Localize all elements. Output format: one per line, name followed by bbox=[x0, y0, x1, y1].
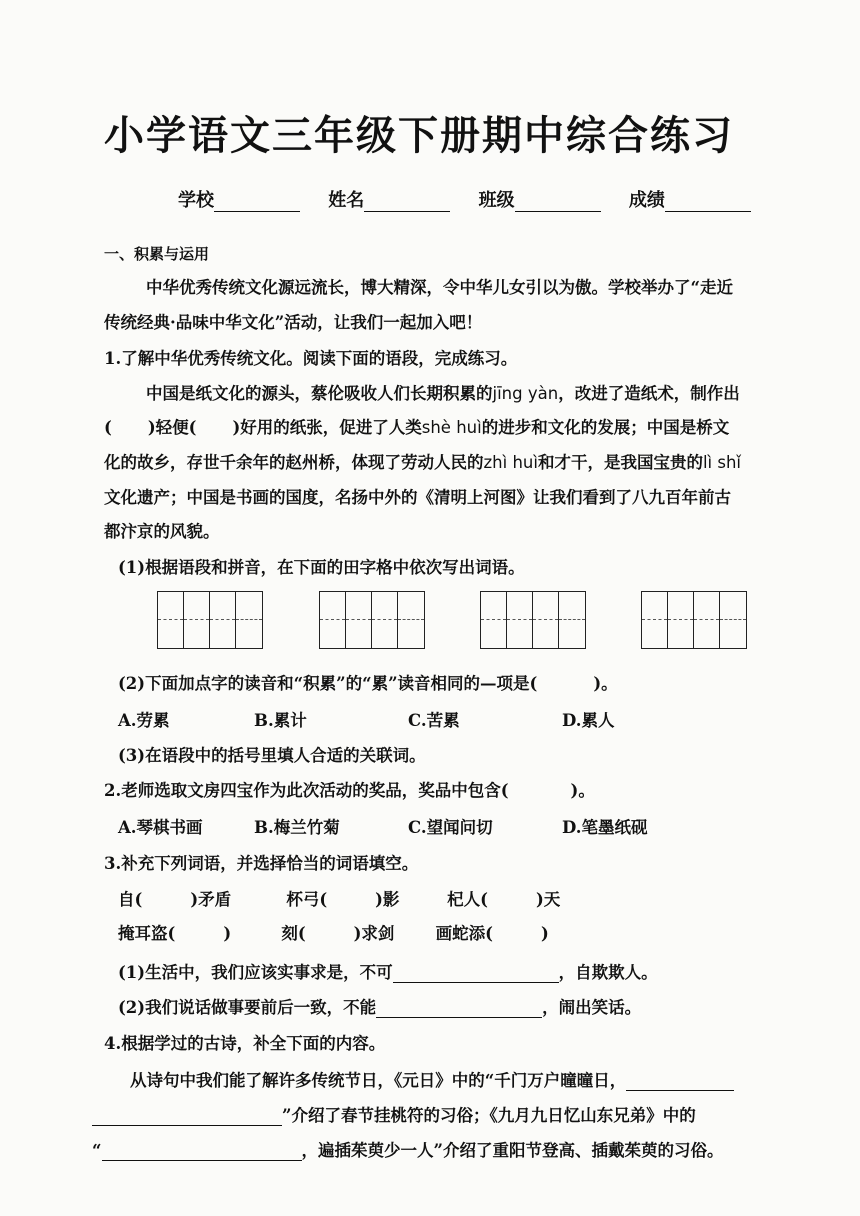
q2-end: )。 bbox=[570, 781, 595, 800]
class-blank[interactable] bbox=[515, 193, 601, 212]
idiom-text: )矛盾 bbox=[190, 890, 232, 909]
passage-line-4: 文化遗产；中国是书画的国度，名扬中外的《清明上河图》让我们看到了八九百年前古 bbox=[104, 488, 731, 507]
grid-cell[interactable] bbox=[481, 592, 507, 648]
q4-prompt: 4.根据学过的古诗，补全下面的内容。 bbox=[104, 1034, 386, 1053]
grid-cell[interactable] bbox=[507, 592, 533, 648]
pinyin-shehui: shè huì bbox=[421, 418, 482, 437]
intro-line-2: 传统经典·品味中华文化”活动，让我们一起加入吧！ bbox=[104, 313, 483, 332]
idiom-text: 掩耳盗( bbox=[118, 924, 176, 943]
q4-text: 从诗句中我们能了解许多传统节日，《元日》中的“千门万户曈曈日， bbox=[130, 1071, 627, 1090]
q1-sub2-text: (2)下面加点字的读音和“积累”的“累”读音相同的—项是( bbox=[118, 674, 538, 693]
idiom-text: 刻( bbox=[281, 924, 306, 943]
grid-cell[interactable] bbox=[694, 592, 720, 648]
school-blank[interactable] bbox=[214, 193, 300, 212]
q3-s1-text: (1)生活中，我们应该实事求是，不可 bbox=[118, 963, 393, 982]
name-field bbox=[328, 186, 450, 212]
grid-cell[interactable] bbox=[184, 592, 210, 648]
idiom-text: ) bbox=[540, 924, 549, 943]
q2-options bbox=[118, 814, 647, 838]
school-field bbox=[178, 186, 300, 212]
score-blank[interactable] bbox=[665, 193, 751, 212]
q1-sub3: (3)在语段中的括号里填人合适的关联词。 bbox=[118, 746, 426, 765]
passage-text: )轻便( bbox=[147, 418, 197, 437]
q4-open-quote: “ bbox=[92, 1141, 102, 1160]
grid-cell[interactable] bbox=[642, 592, 668, 648]
q1-sub2-options bbox=[118, 707, 614, 731]
option-a[interactable]: A.劳累 bbox=[118, 711, 170, 730]
q1-prompt: 1.了解中华优秀传统文化。阅读下面的语段，完成练习。 bbox=[104, 349, 518, 368]
q3-s2-blank[interactable] bbox=[376, 1000, 542, 1018]
passage-line-2 bbox=[104, 414, 729, 438]
tianzige-grid-3[interactable] bbox=[480, 591, 586, 649]
q3-s1-end: ，自欺欺人。 bbox=[558, 963, 658, 982]
q4-line-3 bbox=[92, 1137, 724, 1161]
q4-line-1 bbox=[130, 1067, 734, 1091]
passage-text: 和才干，是我国宝贵的 bbox=[537, 453, 703, 472]
open-paren: ( bbox=[104, 418, 112, 437]
idiom-text: )天 bbox=[535, 890, 561, 909]
q4-blank-1a[interactable] bbox=[626, 1073, 734, 1091]
pinyin-jingyan: jīng yàn bbox=[492, 384, 559, 403]
passage-line-3 bbox=[104, 449, 741, 473]
score-field bbox=[629, 186, 751, 212]
idiom-text: 杯弓( bbox=[286, 890, 328, 909]
tianzige-grid-4[interactable] bbox=[641, 591, 747, 649]
tianzige-grid-2[interactable] bbox=[319, 591, 425, 649]
grid-cell[interactable] bbox=[398, 592, 424, 648]
grid-cell[interactable] bbox=[210, 592, 236, 648]
q4-text: ，遍插茱萸少一人”介绍了重阳节登高、插戴茱萸的习俗。 bbox=[301, 1141, 724, 1160]
idiom-row-1 bbox=[118, 886, 560, 910]
name-label: 姓名 bbox=[328, 190, 365, 211]
q2-text: 2.老师选取文房四宝作为此次活动的奖品，奖品中包含( bbox=[104, 781, 509, 800]
passage-text: 的进步和文化的发展；中国是桥文 bbox=[481, 418, 730, 437]
grid-cell[interactable] bbox=[720, 592, 746, 648]
idiom-text: ) bbox=[223, 924, 232, 943]
q2-prompt bbox=[104, 777, 595, 801]
grid-cell[interactable] bbox=[559, 592, 585, 648]
pinyin-lishi: lì shǐ bbox=[702, 453, 742, 472]
passage-text: 中国是纸文化的源头，蔡伦吸收人们长期积累的 bbox=[146, 384, 493, 403]
tianzige-grid-1[interactable] bbox=[157, 591, 263, 649]
pinyin-zhihui: zhì huì bbox=[483, 453, 538, 472]
grid-cell[interactable] bbox=[320, 592, 346, 648]
score-label: 成绩 bbox=[628, 190, 665, 211]
option-b[interactable]: B.累计 bbox=[254, 711, 307, 730]
passage-text: ，改进了造纸术，制作出 bbox=[558, 384, 740, 403]
idiom-text: 自( bbox=[118, 890, 143, 909]
idiom-text: )求剑 bbox=[353, 924, 395, 943]
q3-s2-text: (2)我们说话做事要前后一致，不能 bbox=[118, 998, 377, 1017]
grid-cell[interactable] bbox=[158, 592, 184, 648]
q4-blank-1b[interactable] bbox=[92, 1108, 282, 1126]
grid-cell[interactable] bbox=[236, 592, 262, 648]
section-heading: 一、积累与运用 bbox=[104, 245, 210, 263]
grid-cell[interactable] bbox=[668, 592, 694, 648]
page-title: 小学语文三年级下册期中综合练习 bbox=[104, 113, 734, 159]
idiom-text: 杞人( bbox=[447, 890, 488, 909]
idiom-row-2 bbox=[118, 920, 549, 944]
grid-cell[interactable] bbox=[533, 592, 559, 648]
q1-sub2 bbox=[118, 670, 618, 694]
option-a[interactable]: A.琴棋书画 bbox=[118, 818, 203, 837]
q3-sentence-1 bbox=[118, 959, 658, 983]
q1-sub2-end: )。 bbox=[593, 674, 618, 693]
idiom-text: )影 bbox=[375, 890, 400, 909]
option-c[interactable]: C.望闻问切 bbox=[408, 818, 493, 837]
passage-text: 化的故乡，存世千余年的赵州桥，体现了劳动人民的 bbox=[104, 453, 484, 472]
q1-sub1: (1)根据语段和拼音，在下面的田字格中依次写出词语。 bbox=[118, 558, 525, 577]
q3-s1-blank[interactable] bbox=[393, 965, 559, 983]
class-field bbox=[479, 186, 601, 212]
passage-text: )好用的纸张，促进了人类 bbox=[232, 418, 422, 437]
passage-line-1 bbox=[146, 380, 740, 404]
name-blank[interactable] bbox=[364, 193, 450, 212]
q4-line-2 bbox=[92, 1102, 696, 1126]
option-d[interactable]: D.累人 bbox=[562, 711, 615, 730]
q4-blank-2[interactable] bbox=[102, 1143, 302, 1161]
class-label: 班级 bbox=[478, 190, 515, 211]
intro-line-1: 中华优秀传统文化源远流长，博大精深，令中华儿女引以为傲。学校举办了“走近 bbox=[146, 278, 733, 297]
q3-prompt: 3.补充下列词语，并选择恰当的词语填空。 bbox=[104, 854, 419, 873]
idiom-text: 画蛇添( bbox=[435, 924, 493, 943]
passage-line-5: 都汴京的风貌。 bbox=[104, 522, 220, 541]
school-label: 学校 bbox=[178, 190, 214, 211]
option-b[interactable]: B.梅兰竹菊 bbox=[254, 818, 340, 837]
q4-text: ”介绍了春节挂桃符的习俗；《九月九日忆山东兄弟》中的 bbox=[282, 1106, 696, 1125]
q3-sentence-2 bbox=[118, 994, 641, 1018]
student-info-row bbox=[178, 186, 773, 212]
option-c[interactable]: C.苦累 bbox=[408, 711, 460, 730]
option-d[interactable]: D.笔墨纸砚 bbox=[562, 818, 648, 837]
q3-s2-end: ，闹出笑话。 bbox=[542, 998, 642, 1017]
grid-cell[interactable] bbox=[372, 592, 398, 648]
grid-cell[interactable] bbox=[346, 592, 372, 648]
